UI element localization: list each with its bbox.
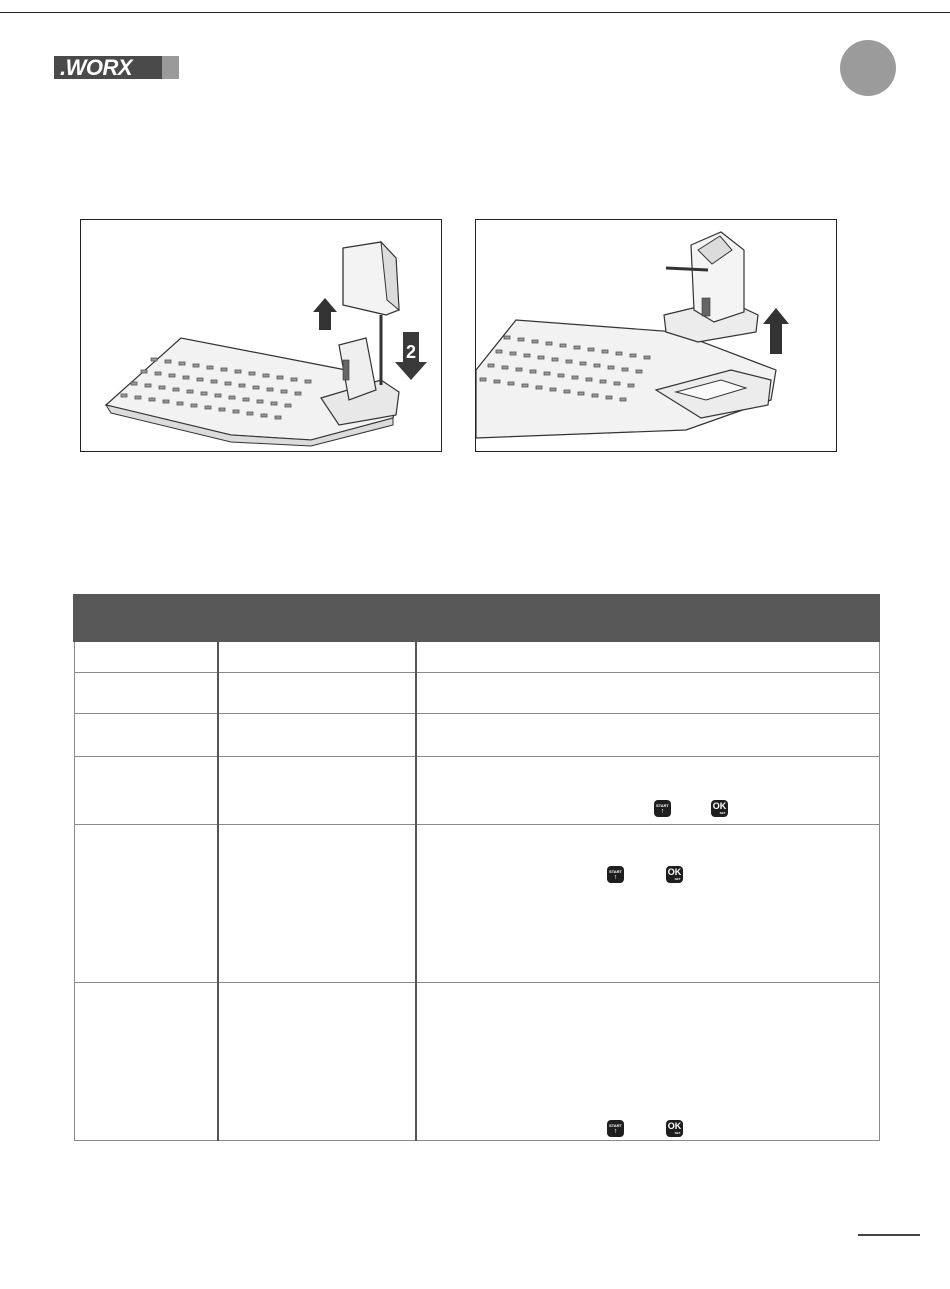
table-row	[74, 672, 879, 713]
table-row	[74, 982, 879, 1140]
table-cell	[74, 713, 218, 756]
figure-remove-station-cover	[80, 219, 442, 452]
table-header-row	[74, 595, 879, 641]
top-rule	[0, 12, 950, 13]
table-cell	[74, 982, 218, 1140]
troubleshooting-table	[73, 594, 880, 1141]
table-row	[74, 756, 879, 824]
table-cell	[416, 756, 879, 824]
table-cell	[218, 982, 416, 1140]
table-cell	[416, 824, 879, 982]
table-header-cell	[218, 595, 416, 641]
table-cell	[416, 713, 879, 756]
table-cell	[218, 756, 416, 824]
table-cell	[218, 713, 416, 756]
page-number-rule	[858, 1234, 920, 1236]
worx-logo	[54, 56, 179, 79]
illustration-base-lift	[476, 220, 838, 453]
step-label-2: 2	[405, 342, 417, 362]
logo-text: .WORX	[60, 55, 133, 80]
table-cell	[74, 641, 218, 672]
logo-light-block	[162, 56, 179, 79]
ok-button-icon: OK SET	[667, 1120, 682, 1135]
table-header-cell	[74, 595, 218, 641]
start-button-icon: START ↑	[607, 1120, 624, 1137]
table-cell	[218, 824, 416, 982]
table-row	[74, 824, 879, 982]
table-cell	[416, 641, 879, 672]
table-header-cell	[416, 595, 879, 641]
start-button-icon: START ↑	[654, 800, 671, 817]
ok-button-icon: OK SET	[712, 800, 727, 815]
table-cell	[74, 824, 218, 982]
ok-button-icon: OK SET	[667, 866, 682, 881]
table-cell	[74, 756, 218, 824]
table-cell	[74, 672, 218, 713]
language-badge	[840, 40, 896, 96]
table-cell	[218, 672, 416, 713]
table-cell	[416, 982, 879, 1140]
start-button-icon: START ↑	[607, 866, 624, 883]
figure-lift-station	[475, 219, 837, 452]
table-cell	[416, 672, 879, 713]
illustration-base-cover	[81, 220, 443, 453]
table-row	[74, 713, 879, 756]
table-cell	[218, 641, 416, 672]
table-row	[74, 641, 879, 672]
